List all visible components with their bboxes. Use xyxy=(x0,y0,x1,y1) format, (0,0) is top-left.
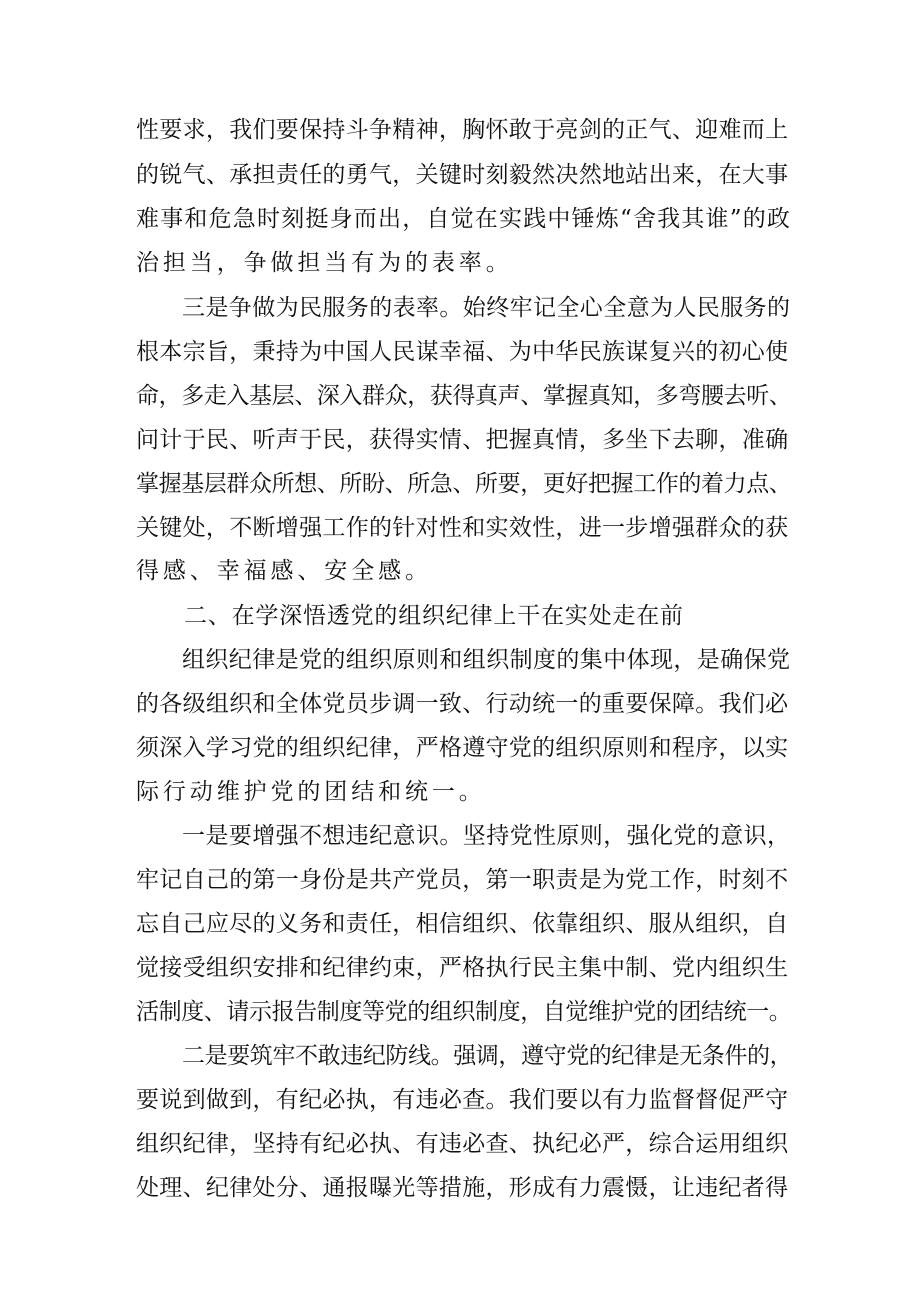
line-text: 觉接受组织安排和纪律约束，严格执行民主集中制、党内组织生 xyxy=(136,955,789,981)
text-line xyxy=(0,418,920,462)
text-line xyxy=(0,770,920,814)
line-text: 组织纪律，坚持有纪必执、有违必查、执纪必严，综合运用组织 xyxy=(136,1131,789,1157)
section-heading xyxy=(0,594,920,638)
text-line xyxy=(0,108,920,152)
text-line xyxy=(0,1034,920,1078)
line-text: 际行动维护党的团结和统一。 xyxy=(136,779,486,805)
text-line xyxy=(0,1122,920,1166)
line-text: 须深入学习党的组织纪律，严格遵守党的组织原则和程序，以实 xyxy=(136,735,789,761)
line-text: 二是要筑牢不敢违纪防线。强调，遵守党的纪律是无条件的， xyxy=(182,1043,793,1069)
line-text: 的各级组织和全体党员步调一致、行动统一的重要保障。我们必 xyxy=(136,691,789,717)
line-text: 处理、纪律处分、通报曝光等措施，形成有力震慑，让违纪者得 xyxy=(136,1175,789,1201)
line-text: 性要求，我们要保持斗争精神，胸怀敢于亮剑的正气、迎难而上 xyxy=(136,117,789,143)
text-line xyxy=(0,286,920,330)
text-line xyxy=(0,330,920,374)
line-text: 关键处，不断增强工作的针对性和实效性，进一步增强群众的获 xyxy=(136,515,789,541)
text-line xyxy=(0,374,920,418)
line-text: 治担当，争做担当有为的表率。 xyxy=(136,250,513,276)
text-line xyxy=(0,858,920,902)
line-text: 掌握基层群众所想、所盼、所急、所要，更好把握工作的着力点、 xyxy=(136,471,792,497)
text-line xyxy=(0,726,920,770)
line-text: 难事和危急时刻挺身而出，自觉在实践中锤炼“舍我其谁”的政 xyxy=(136,206,792,232)
line-text: 要说到做到，有纪必执，有违必查。我们要以有力监督督促严守 xyxy=(136,1087,789,1113)
line-text: 组织纪律是党的组织原则和组织制度的集中体现，是确保党 xyxy=(182,647,791,673)
heading-text: 二、在学深悟透党的组织纪律上干在实处走在前 xyxy=(184,603,684,629)
text-line xyxy=(0,462,920,506)
text-line xyxy=(0,197,920,241)
text-line xyxy=(0,902,920,946)
line-text: 活制度、请示报告制度等党的组织制度，自觉维护党的团结统一。 xyxy=(136,999,792,1025)
line-text: 命，多走入基层、深入群众，获得真声、掌握真知，多弯腰去听、 xyxy=(136,383,792,409)
text-line xyxy=(0,506,920,550)
line-text: 一是要增强不想违纪意识。坚持党性原则，强化党的意识， xyxy=(182,823,791,849)
line-text: 三是争做为民服务的表率。始终牢记全心全意为人民服务的 xyxy=(182,295,791,321)
line-text: 的锐气、承担责任的勇气，关键时刻毅然决然地站出来，在大事 xyxy=(136,162,789,188)
text-line xyxy=(0,241,920,285)
text-line xyxy=(0,1166,920,1210)
text-line xyxy=(0,549,920,593)
text-line xyxy=(0,1078,920,1122)
line-text: 根本宗旨，秉持为中国人民谋幸福、为中华民族谋复兴的初心使 xyxy=(136,339,789,365)
text-line xyxy=(0,990,920,1034)
text-line xyxy=(0,638,920,682)
text-line xyxy=(0,946,920,990)
line-text: 牢记自己的第一身份是共产党员，第一职责是为党工作，时刻不 xyxy=(136,867,789,893)
text-line xyxy=(0,682,920,726)
text-line xyxy=(0,814,920,858)
line-text: 忘自己应尽的义务和责任，相信组织、依靠组织、服从组织，自 xyxy=(136,911,789,937)
line-text: 得感、幸福感、安全感。 xyxy=(136,558,432,584)
text-line xyxy=(0,153,920,197)
line-text: 问计于民、听声于民，获得实情、把握真情，多坐下去聊，准确 xyxy=(136,427,789,453)
